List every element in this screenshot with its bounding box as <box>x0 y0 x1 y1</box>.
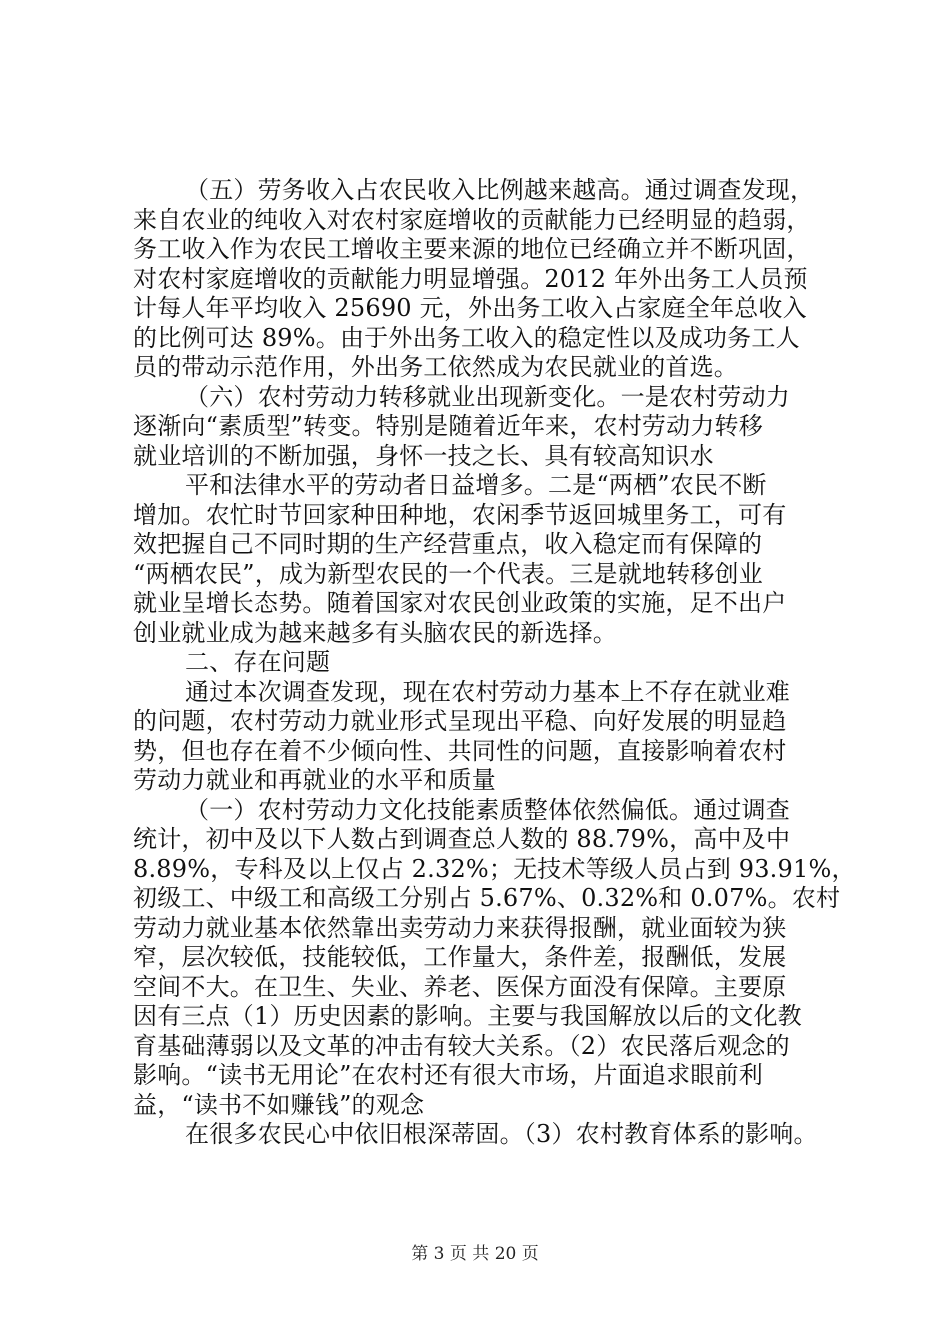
text-line: 影响。“读书无用论”在农村还有很大市场，片面追求眼前利 <box>133 1061 763 1089</box>
text-line: 益，“读书不如赚钱”的观念 <box>133 1090 425 1119</box>
text-line: 的比例可达 89%。由于外出务工收入的稳定性以及成功务工人 <box>133 323 800 352</box>
text-line: 统计，初中及以下人数占到调查总人数的 88.79%，高中及中 <box>133 825 791 853</box>
text-line: 来自农业的纯收入对农村家庭增收的贡献能力已经明显的趋弱， <box>133 205 811 234</box>
text-line: 窄，层次较低，技能较低，工作量大，条件差，报酬低，发展 <box>133 943 787 971</box>
text-line: 劳动力就业和再就业的水平和质量 <box>133 766 496 794</box>
text-line: 务工收入作为农民工增收主要来源的地位已经确立并不断巩固， <box>133 235 811 263</box>
text-line: “两栖农民”，成为新型农民的一个代表。三是就地转移创业 <box>133 559 763 588</box>
text-line: 空间不大。在卫生、失业、养老、医保方面没有保障。主要原 <box>133 972 787 1001</box>
text-line: （一）农村劳动力文化技能素质整体依然偏低。通过调查 <box>185 795 790 824</box>
text-line: 8.89%，专科及以上仅占 2.32%；无技术等级人员占到 93.91%， <box>133 854 856 883</box>
text-line: 的问题，农村劳动力就业形式呈现出平稳、向好发展的明显趋 <box>133 707 787 735</box>
text-line: 计每人年平均收入 25690 元，外出务工收入占家庭全年总收入 <box>133 294 807 322</box>
text-line: 劳动力就业基本依然靠出卖劳动力来获得报酬，就业面较为狭 <box>133 913 787 942</box>
text-line: 增加。农忙时节回家种田种地，农闲季节返回城里务工，可有 <box>133 500 787 529</box>
text-line: 在很多农民心中依旧根深蒂固。（3）农村教育体系的影响。 <box>185 1120 818 1148</box>
text-line: 平和法律水平的劳动者日益增多。二是“两栖”农民不断 <box>185 471 767 499</box>
text-line: 就业呈增长态势。随着国家对农民创业政策的实施，足不出户 <box>133 589 787 617</box>
text-line: 创业就业成为越来越多有头脑农民的新选择。 <box>133 618 617 647</box>
page-number-footer: 第 3 页 共 20 页 <box>411 1244 539 1264</box>
text-line: 育基础薄弱以及文革的冲击有较大关系。（2）农民落后观念的 <box>133 1031 790 1060</box>
text-line: 初级工、中级工和高级工分别占 5.67%、0.32%和 0.07%。农村 <box>133 884 841 912</box>
text-line: 员的带动示范作用，外出务工依然成为农民就业的首选。 <box>133 353 738 381</box>
text-line: 因有三点（1）历史因素的影响。主要与我国解放以后的文化教 <box>133 1002 802 1030</box>
text-line: （五）劳务收入占农民收入比例越来越高。通过调查发现， <box>185 176 815 204</box>
text-line: （六）农村劳动力转移就业出现新变化。一是农村劳动力 <box>185 382 790 411</box>
text-line: 效把握自己不同时期的生产经营重点，收入稳定而有保障的 <box>133 530 763 558</box>
text-line: 逐渐向“素质型”转变。特别是随着近年来，农村劳动力转移 <box>133 412 763 440</box>
text-line: 对农村家庭增收的贡献能力明显增强。2012 年外出务工人员预 <box>133 264 808 293</box>
text-line: 就业培训的不断加强，身怀一技之长、具有较高知识水 <box>133 441 714 470</box>
document-body <box>133 176 868 1150</box>
section-heading: 二、存在问题 <box>185 648 331 676</box>
text-line: 势，但也存在着不少倾向性、共同性的问题，直接影响着农村 <box>133 736 787 765</box>
text-line: 通过本次调查发现，现在农村劳动力基本上不存在就业难 <box>185 677 790 706</box>
